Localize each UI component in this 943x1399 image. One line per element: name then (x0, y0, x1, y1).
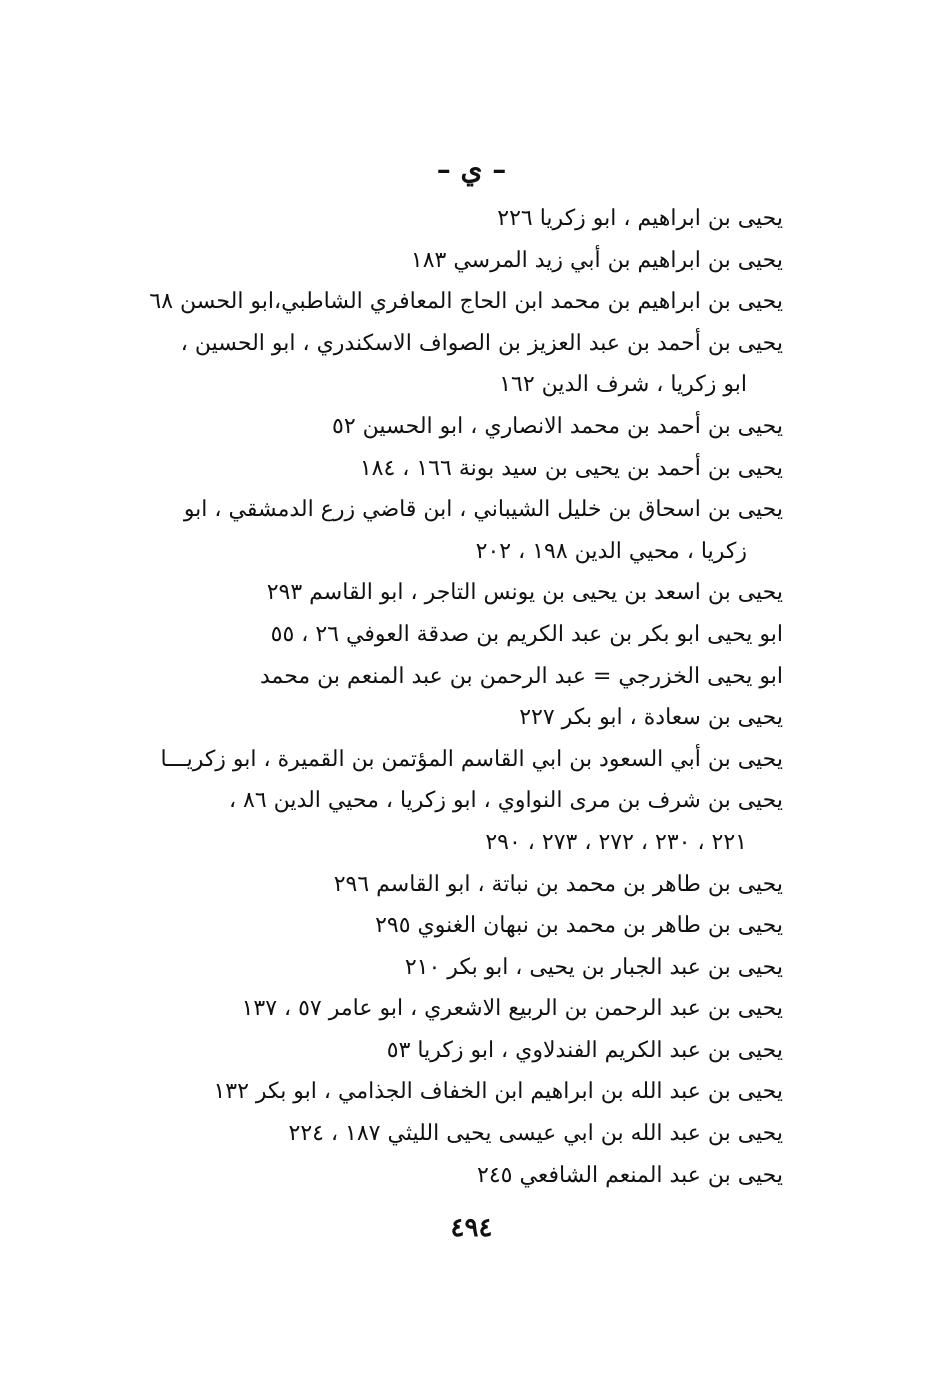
index-entry-continuation: ٢٢١ ، ٢٣٠ ، ٢٧٢ ، ٢٧٣ ، ٢٩٠ (485, 829, 747, 855)
index-entry: يحيى بن عبد المنعم الشافعي ٢٤٥ (477, 1162, 783, 1188)
index-entry-continuation: زكريا ، محيي الدين ١٩٨ ، ٢٠٢ (475, 538, 747, 564)
index-entry: ابو يحيى ابو بكر بن عبد الكريم بن صدقة العوفي ٢٦ ، ٥٥ (270, 621, 783, 647)
index-entry: يحيى بن عبد الله بن ابي عيسى يحيى الليثي ١٨٧ ، ٢٢٤ (288, 1121, 783, 1147)
index-entry: يحيى بن عبد الله بن ابراهيم ابن الخفاف الجذامي ، ابو بكر ١٣٢ (213, 1079, 783, 1105)
index-entry: يحيى بن سعادة ، ابو بكر ٢٢٧ (519, 705, 783, 731)
index-entry: يحيى بن اسعد بن يحيى بن يونس التاجر ، ابو القاسم ٢٩٣ (266, 580, 783, 606)
index-entry: يحيى بن طاهر بن محمد بن نباتة ، ابو القاسم ٢٩٦ (333, 871, 783, 897)
index-entry: يحيى بن عبد الرحمن بن الربيع الاشعري ، ابو عامر ٥٧ ، ١٣٧ (241, 996, 783, 1022)
page-number: ٤٩٤ (450, 1213, 493, 1243)
index-entry-continuation: ابو زكريا ، شرف الدين ١٦٢ (499, 372, 747, 398)
section-letter-header: – ي – (436, 153, 507, 186)
index-entry: يحيى بن أحمد بن عبد العزيز بن الصواف الاسكندري ، ابو الحسين ، (180, 330, 783, 356)
index-entry: يحيى بن ابراهيم بن محمد ابن الحاج المعافري الشاطبي،ابو الحسن ٦٨ (149, 289, 783, 315)
index-entry: يحيى بن ابراهيم بن أبي زيد المرسي ١٨٣ (410, 247, 783, 273)
index-entry: يحيى بن أبي السعود بن ابي القاسم المؤتمن بن القميرة ، ابو زكريـــا (160, 746, 783, 772)
index-entries (103, 198, 783, 1196)
index-entry: يحيى بن عبد الكريم الفندلاوي ، ابو زكريا ٥٣ (386, 1037, 783, 1063)
index-entry: يحيى بن ابراهيم ، ابو زكريا ٢٢٦ (497, 206, 783, 231)
index-entry: يحيى بن اسحاق بن خليل الشيباني ، ابن قاضي زرع الدمشقي ، ابو (183, 497, 783, 523)
index-entry: يحيى بن أحمد بن يحيى بن سيد بونة ١٦٦ ، ١٨٤ (359, 455, 783, 481)
index-entry: يحيى بن طاهر بن محمد بن نبهان الغنوي ٢٩٥ (375, 913, 783, 939)
index-entry: ابو يحيى الخزرجي = عبد الرحمن بن عبد المنعم بن محمد (259, 663, 783, 689)
index-entry: يحيى بن أحمد بن محمد الانصاري ، ابو الحسين ٥٢ (332, 413, 783, 439)
index-entry: يحيى بن شرف بن مرى النواوي ، ابو زكريا ، محيي الدين ٨٦ ، (228, 788, 783, 814)
index-entry: يحيى بن عبد الجبار بن يحيى ، ابو بكر ٢١٠ (404, 954, 783, 980)
